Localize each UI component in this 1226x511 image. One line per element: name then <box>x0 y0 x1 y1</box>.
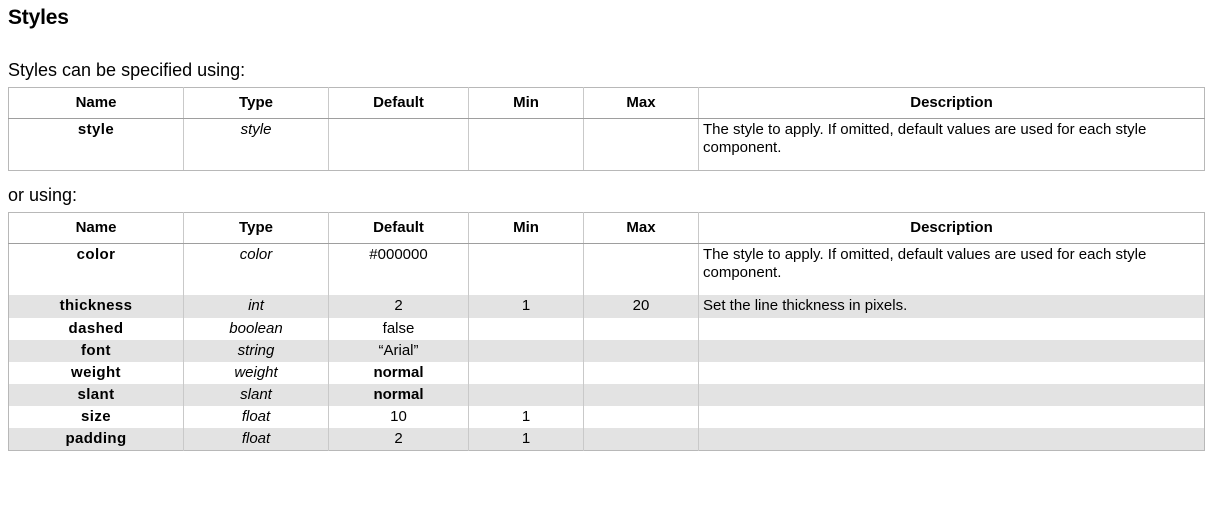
column-header-max: Max <box>584 88 699 119</box>
column-header-max: Max <box>584 213 699 244</box>
cell-default: 2 <box>329 428 469 451</box>
column-header-description: Description <box>699 88 1205 119</box>
table-row <box>9 340 1205 362</box>
table-header-row <box>9 213 1205 244</box>
cell-name: dashed <box>9 318 184 340</box>
cell-min <box>469 318 584 340</box>
cell-max <box>584 384 699 406</box>
cell-min <box>469 340 584 362</box>
table-row <box>9 295 1205 318</box>
cell-max <box>584 362 699 384</box>
cell-type: boolean <box>184 318 329 340</box>
cell-max <box>584 428 699 451</box>
cell-min <box>469 362 584 384</box>
cell-default <box>329 119 469 171</box>
cell-max: 20 <box>584 295 699 318</box>
styles-table <box>8 87 1205 171</box>
cell-description <box>699 318 1205 340</box>
intro-text-first: Styles can be specified using: <box>8 60 246 80</box>
cell-type: int <box>184 295 329 318</box>
table-header-row <box>9 88 1205 119</box>
cell-min <box>469 244 584 296</box>
column-header-name: Name <box>9 88 184 119</box>
column-header-default: Default <box>329 88 469 119</box>
cell-type: float <box>184 428 329 451</box>
cell-type: style <box>184 119 329 171</box>
column-header-name: Name <box>9 213 184 244</box>
column-header-type: Type <box>184 213 329 244</box>
cell-name: padding <box>9 428 184 451</box>
column-header-min: Min <box>469 213 584 244</box>
table-row <box>9 244 1205 296</box>
cell-type: string <box>184 340 329 362</box>
cell-type: slant <box>184 384 329 406</box>
cell-default: normal <box>329 384 469 406</box>
cell-name: slant <box>9 384 184 406</box>
table-row <box>9 406 1205 428</box>
cell-max <box>584 244 699 296</box>
cell-type: weight <box>184 362 329 384</box>
cell-type: float <box>184 406 329 428</box>
cell-min: 1 <box>469 428 584 451</box>
table-row <box>9 318 1205 340</box>
cell-name: size <box>9 406 184 428</box>
cell-name: font <box>9 340 184 362</box>
cell-description: The style to apply. If omitted, default values are used for each style component. <box>699 119 1205 171</box>
column-header-type: Type <box>184 88 329 119</box>
cell-description <box>699 340 1205 362</box>
intro-text-second: or using: <box>8 185 78 205</box>
column-header-default: Default <box>329 213 469 244</box>
cell-default: 2 <box>329 295 469 318</box>
cell-description: The style to apply. If omitted, default values are used for each style component. <box>703 246 1147 282</box>
table-row <box>9 119 1205 171</box>
cell-description: Set the line thickness in pixels. <box>699 295 1205 318</box>
document-page <box>0 6 1226 511</box>
table-row <box>9 362 1205 384</box>
cell-min <box>469 119 584 171</box>
cell-max <box>584 318 699 340</box>
cell-description <box>699 362 1205 384</box>
cell-default: #000000 <box>329 244 469 296</box>
column-header-min: Min <box>469 88 584 119</box>
cell-default: normal <box>329 362 469 384</box>
page-title: Styles <box>8 6 69 29</box>
cell-description <box>699 384 1205 406</box>
cell-min: 1 <box>469 406 584 428</box>
cell-type: color <box>184 244 329 296</box>
cell-name: color <box>9 244 184 296</box>
cell-default: “Arial” <box>329 340 469 362</box>
cell-default: false <box>329 318 469 340</box>
cell-max <box>584 406 699 428</box>
table-row <box>9 384 1205 406</box>
cell-max <box>584 340 699 362</box>
cell-name: style <box>9 119 184 171</box>
column-header-description: Description <box>699 213 1205 244</box>
style-components-table <box>8 212 1205 451</box>
cell-description <box>699 406 1205 428</box>
cell-default: 10 <box>329 406 469 428</box>
cell-description <box>699 428 1205 451</box>
cell-max <box>584 119 699 171</box>
cell-min: 1 <box>469 295 584 318</box>
table-row <box>9 428 1205 451</box>
cell-min <box>469 384 584 406</box>
cell-name: weight <box>9 362 184 384</box>
cell-name: thickness <box>9 295 184 318</box>
